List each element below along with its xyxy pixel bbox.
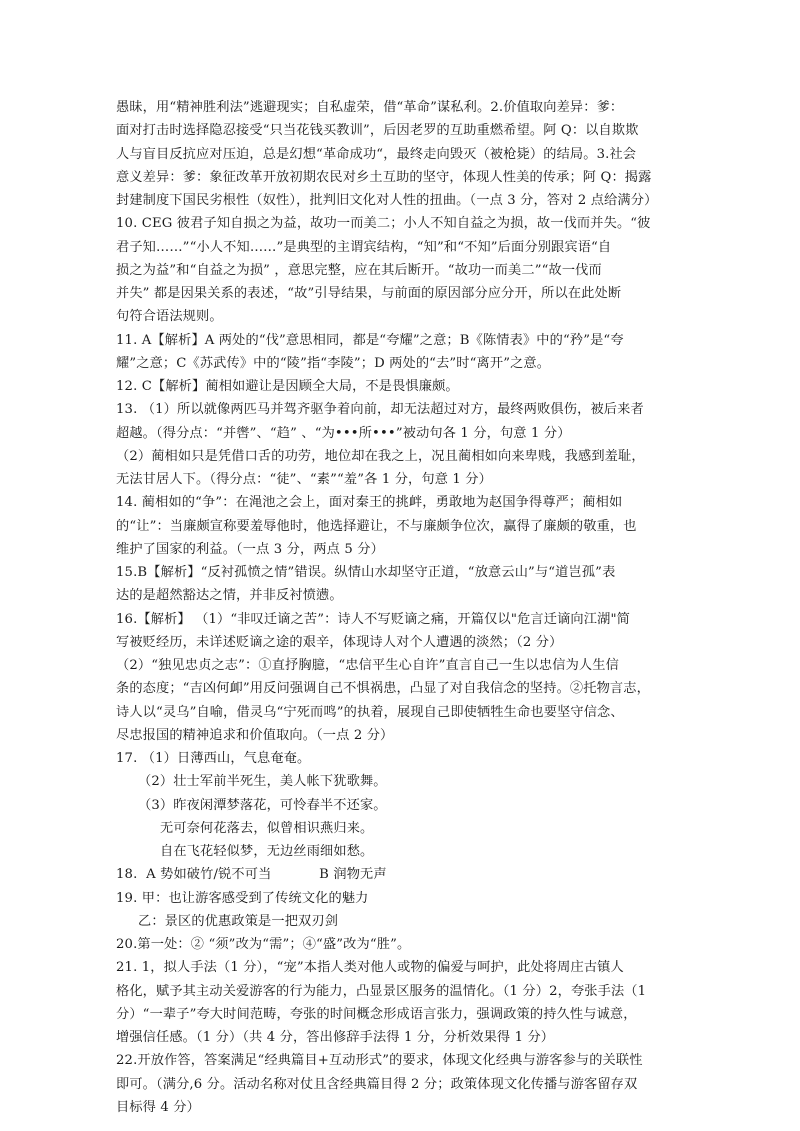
answer-17: 17. （1）日薄西山，气息奄奄。 <box>116 751 311 766</box>
text-line: 尽忠报国的精神追求和价值取向。（一点 2 分） <box>116 727 394 743</box>
text-line: 写被贬经历，未详述贬谪之途的艰辛，体现诗人对个人遭遇的淡然；（2 分） <box>116 634 563 650</box>
text-line: 增强信任感。（1 分）（共 4 分，答出修辞手法得 1 分，分析效果得 1 分） <box>116 1030 555 1045</box>
answer-19: 19. 甲：也让游客感受到了传统文化的魅力 <box>116 890 369 906</box>
text-line: 达的是超然豁达之情，并非反衬愤懑。 <box>116 588 343 604</box>
answer-11: 11. A【解析】A 两处的“伐”意思相同，都是“夸耀”之意；B《陈情表》中的“矜”是“夸 <box>116 332 624 348</box>
text-line: 超越。（得分点：“并辔”、“趋” 、“为•••所•••”被动句各 1 分，句意 1 分） <box>116 425 571 441</box>
text-line: （2）壮士军前半死生，美人帐下犹歌舞。 <box>138 774 387 790</box>
answer-16: 16.【解析】 （1）“非叹迁谪之苦”：诗人不写贬谪之痛，开篇仅以"危言迁谪向江湖"简 <box>116 611 630 627</box>
text-line: 损之为益”和“自益之为损” ，意思完整，应在其后断开。“故功一而美二”“故一伐而 <box>116 262 602 278</box>
text-line: 愚昧，用“精神胜利法”逃避现实；自私虚荣，借“革命”谋私利。2.价值取向差异：爹： <box>116 100 624 115</box>
text-line: 诗人以“灵乌”自喻，借灵乌“宁死而鸣”的执着，展现自己即使牺牲生命也要坚守信念、 <box>116 704 624 720</box>
text-line: 维护了国家的利益。（一点 3 分，两点 5 分） <box>116 541 384 557</box>
answer-21: 21. 1，拟人手法（1 分），“宠”本指人类对他人或物的偏爱与呵护，此处将周庄古镇人 <box>116 960 624 976</box>
answer-12: 12. C【解析】蔺相如避让是因顾全大局，不是畏惧廉颇。 <box>116 379 459 394</box>
text-line: （2）“独见忠贞之志”：①直抒胸臆，“忠信平生心自许”直言自己一生以忠信为人生信 <box>116 658 619 673</box>
text-line: （2）蔺相如只是凭借口舌的功劳，地位却在我之上，况且蔺相如向来卑贱，我感到羞耻， <box>116 448 645 464</box>
text-line: 即可。（满分,6 分。活动名称对仗且含经典篇目得 2 分；政策体现文化传播与游客留存双 <box>116 1076 638 1092</box>
text-line: 乙：景区的优惠政策是一把双刃剑 <box>138 913 339 929</box>
text-line: （3）昨夜闲潭梦落花，可怜春半不还家。 <box>138 797 387 813</box>
text-line: 面对打击时选择隐忍接受“只当花钱买教训”，后因老罗的互助重燃希望。阿 Q：以自欺欺 <box>116 123 639 139</box>
answer-14: 14. 蔺相如的“争”：在渑池之会上，面对秦王的挑衅，勇敢地为赵国争得尊严；蔺相如 <box>116 495 623 511</box>
text-line: 格化，赋予其主动关爱游客的行为能力，凸显景区服务的温情化。（1 分）2，夸张手法（1 <box>116 983 647 999</box>
text-line: 君子知……”“小人不知……”是典型的主谓宾结构，“知”和“不知”后面分别跟宾语“自 <box>116 239 612 255</box>
text-line: 人与盲目反抗应对压迫，总是幻想“革命成功“，最终走向毁灭（被枪毙）的结局。3.社会 <box>116 146 637 162</box>
answer-18: 18. A 势如破竹/锐不可当 B 润物无声 <box>116 867 387 883</box>
text-line: 句符合语法规则。 <box>116 309 223 325</box>
text-line: 条的态度；“吉凶何卹”用反问强调自己不惧祸患，凸显了对自我信念的坚持。②托物言志， <box>116 681 650 697</box>
text-line: 意义差异：爹：象征改革开放初期农民对乡土互助的坚守，体现人性美的传承；阿 Q：揭露 <box>116 169 652 185</box>
text-line: 并失” 都是因果关系的表述，“故”引导结果，与前面的原因部分应分开，所以在此处断 <box>116 286 622 301</box>
text-line: 无法甘居人下。（得分点：“徒”、“素”“羞”各 1 分，句意 1 分） <box>116 472 492 487</box>
answer-22: 22.开放作答，答案满足“经典篇目+互动形式”的要求，体现文化经典与游客参与的关联性 <box>116 1053 643 1069</box>
text-line: 自在飞花轻似梦，无边丝雨细如愁。 <box>160 844 374 859</box>
text-line: 分）“一辈子”夸大时间范畴，夸张的时间概念形成语言张力，强调政策的持久性与诚意， <box>116 1006 637 1022</box>
answer-10: 10. CEG 彼君子知自损之为益，故功一而美二；小人不知自益之为损，故一伐而并失。“彼 <box>116 216 651 232</box>
answer-key-text <box>116 96 688 1119</box>
text-line: 目标得 4 分） <box>116 1099 200 1115</box>
text-line: 无可奈何花落去，似曾相识燕归来。 <box>160 820 374 836</box>
text-line: 耀”之意；C《苏武传》中的“陵”指“李陵”；D 两处的“去”时“离开”之意。 <box>116 355 551 371</box>
answer-15: 15.B【解析】“反衬孤愤之情”错误。纵情山水却坚守正道，“放意云山”与“道岂孤”表 <box>116 565 616 580</box>
answer-13: 13. （1）所以就像两匹马并驾齐驱争着向前，却无法超过对方，最终两败俱伤，被后来者 <box>116 402 644 418</box>
text-line: 封建制度下国民劣根性（奴性），批判旧文化对人性的扭曲。（一点 3 分，答对 2 点给满分） <box>116 193 658 208</box>
answer-20: 20.第一处：② “须”改为“需”；④“盛”改为“胜”。 <box>116 937 411 952</box>
text-line: 的“让”：当廉颇宣称要羞辱他时，他选择避让，不与廉颇争位次，赢得了廉颇的敬重，也 <box>116 518 637 534</box>
